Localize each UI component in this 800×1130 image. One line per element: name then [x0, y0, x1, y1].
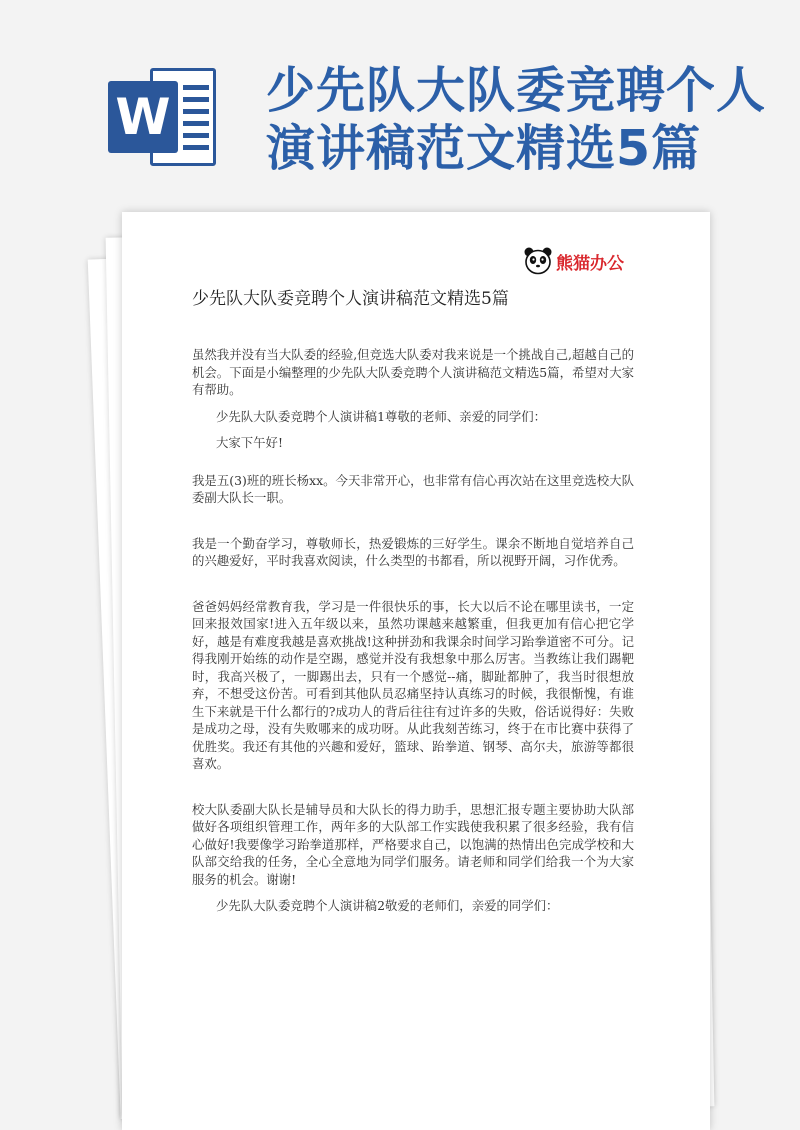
- paragraph-greeting: 大家下午好!: [216, 435, 283, 450]
- word-letter: W: [108, 81, 178, 153]
- paragraph-self-intro: 我是五(3)班的班长杨xx。今天非常开心，也非常有信心再次站在这里竞选校大队委副大队长一职。: [192, 472, 634, 505]
- paragraph-intro: 虽然我并没有当大队委的经验,但竞选大队委对我来说是一个挑战自己,超越自己的机会。下面是小编整理的少先队大队委竞聘个人演讲稿范文精选5篇，希望对大家有帮助。: [192, 347, 634, 397]
- word-document-icon: [108, 68, 220, 166]
- document-title: 少先队大队委竞聘个人演讲稿范文精选5篇: [192, 289, 509, 309]
- paragraph-speech-2-heading: 少先队大队委竞聘个人演讲稿2敬爱的老师们，亲爱的同学们：: [216, 898, 559, 913]
- paragraph-speech-1-heading: 少先队大队委竞聘个人演讲稿1尊敬的老师、亲爱的同学们：: [216, 408, 547, 424]
- panda-icon: [524, 246, 552, 276]
- paragraph-study: 我是一个勤奋学习，尊敬师长，热爱锻炼的三好学生。课余不断地自觉培养自己的兴趣爱好，平时我喜欢阅读，什么类型的书都看，所以视野开阔，习作优秀。: [192, 535, 634, 568]
- brand-name: 熊猫办公: [556, 254, 624, 274]
- page-title: 少先队大队委竞聘个人演讲稿范文精选5篇: [266, 62, 767, 177]
- paragraph-taekwondo: 爸爸妈妈经常教育我，学习是一件很快乐的事，长大以后不论在哪里读书，一定回来报效国家!进入五年级以来，虽然功课越来越繁重，但我更加有信心把它学好，越是有难度我越是喜欢挑战!这种拼劲和我课余时间学习跆拳道密不可分。记得我刚开始练的动作是空踢，感觉并没有我想象中那么厉害。当教练让我们踢靶时，我高兴极了，一脚踢出去，只有一个感觉--痛，脚趾都肿了，我当时很想放弃，不想受这份苦。可看到其他队员忍痛坚持认真练习的时候，我很惭愧，有谁生下来就是干什么都行的?成功人的背后往往有过许多的失败，俗话说得好：失败是成功之母，没有失败哪来的成功呀。从此我刻苦练习，终于在市比赛中获得了优胜奖。我还有其他的兴趣和爱好，篮球、跆拳道、钢琴、高尔夫，旅游等都很喜欢。: [192, 598, 634, 771]
- paragraph-role: 校大队委副大队长是辅导员和大队长的得力助手，思想汇报专题主要协助大队部做好各项组织管理工作，两年多的大队部工作实践使我积累了很多经验，我有信心做好!我要像学习跆拳道那样，严格要求自己，以饱满的热情出色完成学校和大队部交给我的任务，全心全意地为同学们服务。请老师和同学们给我一个为大家服务的机会。谢谢!: [192, 801, 634, 887]
- document-page: [122, 212, 710, 1130]
- header-banner: [0, 0, 800, 205]
- document-body: [192, 346, 634, 915]
- brand-logo: [524, 246, 634, 278]
